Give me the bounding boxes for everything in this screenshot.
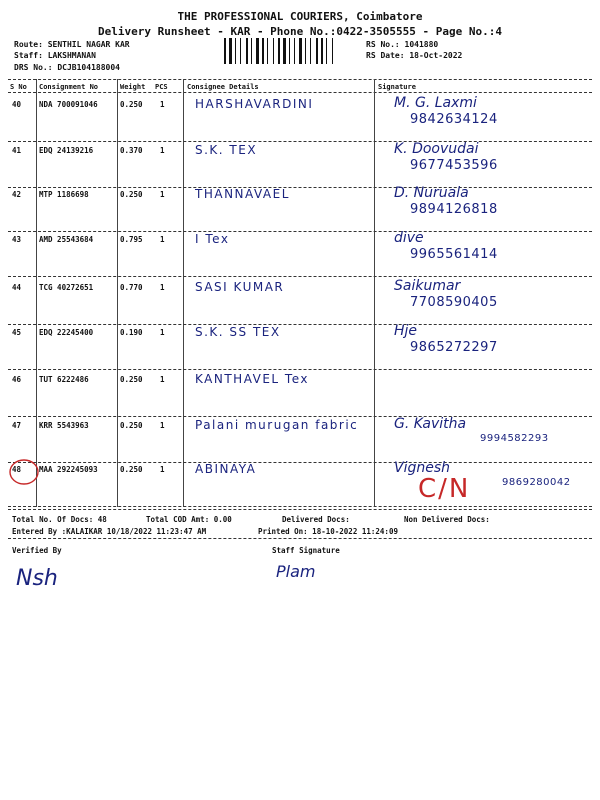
row-separator <box>8 324 592 325</box>
row-pcs: 1 <box>160 100 165 109</box>
staff-signature: Plam <box>276 562 316 581</box>
row-sno: 43 <box>12 235 22 244</box>
circle-mark <box>6 456 46 492</box>
table-bottom-rule <box>8 509 592 510</box>
footer-rule <box>8 538 592 539</box>
row-signature: D. Nuruala <box>394 185 469 201</box>
row-pcs: 1 <box>160 375 165 384</box>
row-sno: 47 <box>12 421 22 430</box>
row-phone: 9842634124 <box>410 112 498 127</box>
row-weight: 0.250 <box>120 375 143 384</box>
row-consignee-handwritten: THANNAVAEL <box>195 187 290 201</box>
row-phone: 7708590405 <box>410 295 498 310</box>
row-consignment-no: KRR 5543963 <box>39 421 89 430</box>
row-pcs: 1 <box>160 465 165 474</box>
row-sno: 42 <box>12 190 22 199</box>
row-consignee-handwritten: S.K. TEX <box>195 143 258 157</box>
rs-date: RS Date: 18-Oct-2022 <box>366 51 463 60</box>
row-sno: 44 <box>12 283 22 292</box>
col-header-signature: Signature <box>378 83 416 91</box>
row-consignee-handwritten: SASI KUMAR <box>195 280 285 294</box>
row-sno: 46 <box>12 375 22 384</box>
row-signature: Hje <box>394 323 418 339</box>
row-consignee-handwritten: Palani murugan fabric <box>195 418 359 432</box>
row-weight: 0.370 <box>120 146 143 155</box>
row-signature: M. G. Laxmi <box>394 95 477 111</box>
row-signature: Saikumar <box>394 278 461 294</box>
total-docs: Total No. Of Docs: 48 <box>12 515 107 524</box>
row-signature: Vignesh <box>394 460 451 476</box>
row-consignee-handwritten: ABINAYA <box>195 462 257 476</box>
row-weight: 0.250 <box>120 100 143 109</box>
column-divider <box>117 79 118 507</box>
col-header-sno: S No <box>10 83 27 91</box>
row-consignment-no: EDQ 24139216 <box>39 146 94 155</box>
verified-signature: Nsh <box>16 566 58 591</box>
row-consignment-no: NDA 700091046 <box>39 100 98 109</box>
col-header-pcs: PCS <box>155 83 168 91</box>
row-weight: 0.795 <box>120 235 143 244</box>
row-consignee-handwritten: S.K. SS TEX <box>195 325 281 339</box>
row-separator <box>8 187 592 188</box>
staff-label: Staff: LAKSHMANAN <box>14 51 96 60</box>
rs-number: RS No.: 1041880 <box>366 40 439 49</box>
route-label: Route: SENTHIL NAGAR KAR <box>14 40 130 49</box>
total-cod: Total COD Amt: 0.00 <box>146 515 232 524</box>
column-divider <box>374 79 375 507</box>
row-sno: 48 <box>12 465 22 474</box>
row-separator <box>8 276 592 277</box>
col-header-consignee: Consignee Details <box>187 83 259 91</box>
runsheet-subtitle: Delivery Runsheet - KAR - Phone No.:0422-3505555 - Page No.:4 <box>98 25 502 38</box>
row-consignee-handwritten: I Tex <box>195 232 230 246</box>
row-phone: 9865272297 <box>410 340 498 355</box>
row-phone: 9994582293 <box>480 433 549 444</box>
row-consignment-no: TCG 40272651 <box>39 283 94 292</box>
cn-stamp: C/N <box>418 474 471 504</box>
row-consignment-no: EDQ 22245400 <box>39 328 94 337</box>
entered-by: Entered By :KALAIKAR 10/18/2022 11:23:47 AM <box>12 527 207 536</box>
row-weight: 0.250 <box>120 465 143 474</box>
row-consignee-handwritten: KANTHAVEL Tex <box>195 372 309 386</box>
row-pcs: 1 <box>160 235 165 244</box>
staff-signature-label: Staff Signature <box>272 546 340 555</box>
col-header-weight: Weight <box>120 83 146 91</box>
company-title: THE PROFESSIONAL COURIERS, Coimbatore <box>177 10 423 23</box>
row-separator <box>8 416 592 417</box>
row-consignment-no: AMD 25543684 <box>39 235 94 244</box>
row-signature: G. Kavitha <box>394 416 467 432</box>
row-pcs: 1 <box>160 190 165 199</box>
row-consignee-handwritten: HARSHAVARDINI <box>195 97 314 111</box>
delivered-docs: Delivered Docs: <box>282 515 350 524</box>
row-signature: dive <box>394 230 424 246</box>
row-phone: 9894126818 <box>410 202 498 217</box>
row-sno: 40 <box>12 100 22 109</box>
row-pcs: 1 <box>160 328 165 337</box>
table-top-rule <box>8 79 592 80</box>
row-separator <box>8 141 592 142</box>
drs-number: DRS No.: DCJB104188004 <box>14 63 120 72</box>
printed-on: Printed On: 18-10-2022 11:24:09 <box>258 527 398 536</box>
row-separator <box>8 462 592 463</box>
row-weight: 0.770 <box>120 283 143 292</box>
row-signature: K. Doovudai <box>394 141 479 157</box>
row-consignment-no: MAA 292245093 <box>39 465 98 474</box>
row-phone: 9869280042 <box>502 477 571 488</box>
row-phone: 9965561414 <box>410 247 498 262</box>
barcode <box>224 38 358 64</box>
col-header-consignment: Consignment No <box>39 83 99 91</box>
row-consignment-no: TUT 6222486 <box>39 375 89 384</box>
row-weight: 0.250 <box>120 190 143 199</box>
row-pcs: 1 <box>160 421 165 430</box>
row-phone: 9677453596 <box>410 158 498 173</box>
row-pcs: 1 <box>160 283 165 292</box>
table-header-rule <box>8 92 592 93</box>
row-consignment-no: MTP 1186698 <box>39 190 89 199</box>
non-delivered-docs: Non Delivered Docs: <box>404 515 490 524</box>
row-sno: 45 <box>12 328 22 337</box>
row-weight: 0.250 <box>120 421 143 430</box>
row-pcs: 1 <box>160 146 165 155</box>
row-separator <box>8 506 592 507</box>
row-sno: 41 <box>12 146 22 155</box>
row-separator <box>8 231 592 232</box>
row-separator <box>8 369 592 370</box>
column-divider <box>183 79 184 507</box>
verified-by-label: Verified By <box>12 546 62 555</box>
column-divider <box>36 79 37 507</box>
row-weight: 0.190 <box>120 328 143 337</box>
